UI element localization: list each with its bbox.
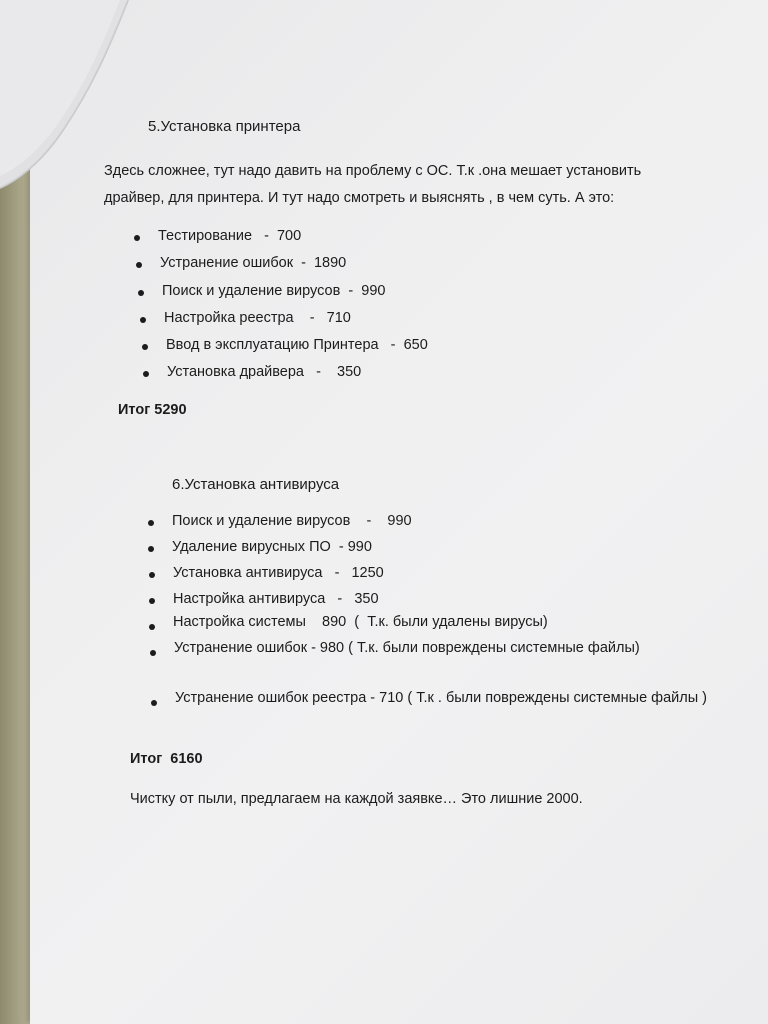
section-5-item: Тестирование - 700 <box>158 228 302 244</box>
bullet-icon <box>140 317 146 323</box>
section-5-item: Ввод в эксплуатацию Принтера - 650 <box>166 337 428 353</box>
bullet-icon <box>150 650 156 656</box>
section-6-total: Итог 6160 <box>130 751 203 767</box>
bullet-icon <box>134 235 140 241</box>
bullet-icon <box>148 546 154 552</box>
section-5-total: Итог 5290 <box>118 402 187 418</box>
bullet-icon <box>148 520 154 526</box>
section-5-item: Поиск и удаление вирусов - 990 <box>162 283 386 299</box>
bullet-icon <box>149 598 155 604</box>
section-5-intro-line-2: драйвер, для принтера. И тут надо смотреть и выяснять , в чем суть. А это: <box>104 190 615 206</box>
section-5-intro-line-1: Здесь сложнее, тут надо давить на проблему с ОС. Т.к .она мешает установить <box>104 163 642 179</box>
bullet-icon <box>151 700 157 706</box>
bullet-icon <box>149 572 155 578</box>
section-6-item: Поиск и удаление вирусов - 990 <box>172 513 412 529</box>
section-5-item: Установка драйвера - 350 <box>167 364 362 380</box>
bullet-icon <box>142 344 148 350</box>
footer-note: Чистку от пыли, предлагаем на каждой заявке… Это лишние 2000. <box>130 791 583 807</box>
section-6-item: Настройка системы 890 ( Т.к. были удалены вирусы) <box>173 614 548 630</box>
bullet-icon <box>136 262 142 268</box>
bullet-icon <box>149 624 155 630</box>
section-6-item: Удаление вирусных ПО - 990 <box>172 539 372 555</box>
section-5-item: Настройка реестра - 710 <box>164 310 351 326</box>
section-6-item: Настройка антивируса - 350 <box>173 591 379 607</box>
section-5-item: Устранение ошибок - 1890 <box>160 255 347 271</box>
section-5-title: 5.Установка принтера <box>148 118 301 135</box>
bullet-icon <box>138 290 144 296</box>
section-6-item: Устранение ошибок - 980 ( Т.к. были повреждены системные файлы) <box>174 640 640 656</box>
section-6-item: Установка антивируса - 1250 <box>173 565 384 581</box>
section-6-title: 6.Установка антивируса <box>172 476 340 493</box>
section-6-item: Устранение ошибок реестра - 710 ( Т.к . были повреждены системные файлы ) <box>175 690 708 706</box>
bullet-icon <box>143 371 149 377</box>
